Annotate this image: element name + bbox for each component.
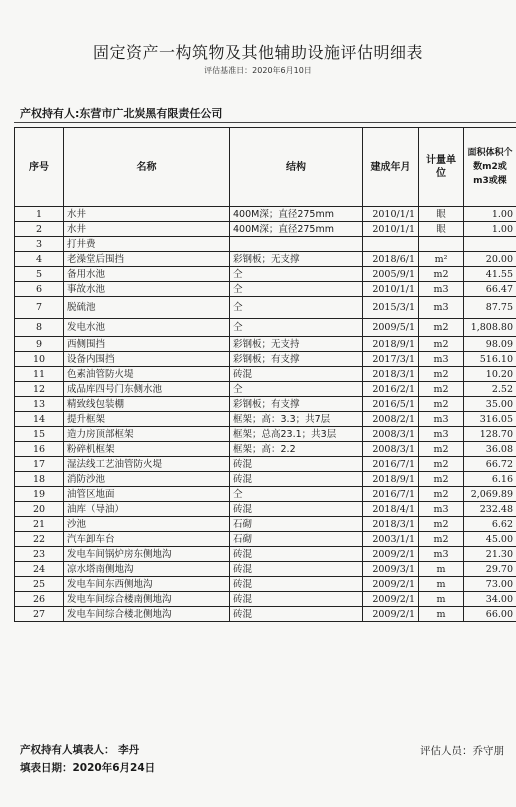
row-no: 15 [15,427,64,442]
row-no: 14 [15,412,64,427]
row-no: 26 [15,592,64,607]
table-header-row [15,128,516,207]
row-area: 2,069.89 [464,487,516,502]
table-row [15,252,516,267]
row-no: 23 [15,547,64,562]
row-structure: 石砌 [230,517,363,532]
row-name: 打井费 [64,237,230,252]
row-no: 10 [15,352,64,367]
row-name: 发电车间综合楼南侧地沟 [64,592,230,607]
row-structure: 仝 [230,297,363,319]
row-area: 232.48 [464,502,516,517]
asset-table [14,127,516,622]
col-header-area: 面积体积个数m2或m3或棵 [464,128,516,207]
row-no: 18 [15,472,64,487]
row-no: 17 [15,457,64,472]
row-no: 19 [15,487,64,502]
row-structure: 彩钢板；无支持 [230,337,363,352]
row-no: 22 [15,532,64,547]
row-unit: m [419,577,464,592]
table-row [15,412,516,427]
table-row [15,319,516,337]
row-area: 6.16 [464,472,516,487]
row-no: 5 [15,267,64,282]
table-row [15,457,516,472]
base-date: 评估基准日：2020年6月10日 [204,66,312,75]
row-structure: 砖混 [230,457,363,472]
row-structure: 仝 [230,487,363,502]
row-unit: m2 [419,517,464,532]
row-area: 45.00 [464,532,516,547]
filler-label: 产权持有人填表人： 李丹 [20,744,140,756]
row-unit: m3 [419,412,464,427]
row-structure: 400M深；直径275mm [230,222,363,237]
col-header-no: 序号 [15,128,64,207]
row-structure: 框架；总高23.1；共3层 [230,427,363,442]
row-unit: m² [419,252,464,267]
row-unit [419,237,464,252]
table-row [15,237,516,252]
row-no: 27 [15,607,64,622]
row-area: 2.52 [464,382,516,397]
fill-date: 填表日期：2020年6月24日 [20,762,156,774]
row-name: 事故水池 [64,282,230,297]
row-no: 11 [15,367,64,382]
row-area: 1,808.80 [464,319,516,337]
row-built: 2016/5/1 [363,397,419,412]
row-structure: 仝 [230,319,363,337]
row-no: 3 [15,237,64,252]
col-header-unit: 计量单位 [419,128,464,207]
row-structure: 彩钢板；有支撑 [230,352,363,367]
row-built: 2009/5/1 [363,319,419,337]
table-row [15,607,516,622]
row-built: 2018/6/1 [363,252,419,267]
row-name: 粉碎机框架 [64,442,230,457]
row-structure: 石砌 [230,532,363,547]
row-unit: m3 [419,427,464,442]
appraiser-label: 评估人员：乔守朋 [420,745,504,757]
divider [14,122,516,123]
row-built: 2018/9/1 [363,337,419,352]
row-structure: 仝 [230,282,363,297]
row-no: 24 [15,562,64,577]
row-no: 7 [15,297,64,319]
owner-label: 产权持有人:东营市广北炭黑有限责任公司 [20,107,223,120]
row-name: 油库（导油） [64,502,230,517]
row-structure: 框架；高：2.2 [230,442,363,457]
row-name: 造力房顶部框架 [64,427,230,442]
row-area: 35.00 [464,397,516,412]
row-built: 2009/3/1 [363,562,419,577]
table-row [15,367,516,382]
row-built: 2016/7/1 [363,487,419,502]
table-row [15,442,516,457]
row-structure: 砖混 [230,562,363,577]
row-no: 4 [15,252,64,267]
table-row [15,547,516,562]
row-built: 2003/1/1 [363,532,419,547]
row-built: 2008/2/1 [363,412,419,427]
row-built: 2010/1/1 [363,282,419,297]
table-row [15,297,516,319]
row-unit: m2 [419,267,464,282]
row-structure: 砖混 [230,592,363,607]
row-built: 2008/3/1 [363,427,419,442]
row-structure: 仝 [230,267,363,282]
table-row [15,427,516,442]
row-structure: 砖混 [230,502,363,517]
row-area: 1.00 [464,222,516,237]
row-name: 设备内围挡 [64,352,230,367]
row-name: 成品库四号门东侧水池 [64,382,230,397]
row-name: 西侧围挡 [64,337,230,352]
row-structure: 砖混 [230,547,363,562]
row-unit: m2 [419,367,464,382]
row-built: 2018/4/1 [363,502,419,517]
row-name: 湿法线工艺油管防火堤 [64,457,230,472]
row-area: 316.05 [464,412,516,427]
row-name: 凉水塔南侧地沟 [64,562,230,577]
row-area: 66.00 [464,607,516,622]
row-built: 2017/3/1 [363,352,419,367]
row-structure [230,237,363,252]
row-name: 发电水池 [64,319,230,337]
table-row [15,397,516,412]
row-area: 98.09 [464,337,516,352]
row-structure: 400M深；直径275mm [230,207,363,222]
row-name: 油管区地面 [64,487,230,502]
row-area: 21.30 [464,547,516,562]
row-area: 66.72 [464,457,516,472]
row-built: 2018/3/1 [363,517,419,532]
table-row [15,267,516,282]
row-unit: m2 [419,397,464,412]
col-header-structure: 结构 [230,128,363,207]
row-built: 2010/1/1 [363,222,419,237]
table-row [15,472,516,487]
row-unit: m [419,607,464,622]
row-unit: m3 [419,282,464,297]
row-built: 2018/3/1 [363,367,419,382]
row-built: 2015/3/1 [363,297,419,319]
page-title: 固定资产一构筑物及其他辅助设施评估明细表 [92,43,423,62]
row-unit: m2 [419,487,464,502]
row-unit: m [419,592,464,607]
row-name: 发电车间综合楼北侧地沟 [64,607,230,622]
row-unit: m3 [419,297,464,319]
row-area [464,237,516,252]
row-unit: m2 [419,337,464,352]
table-body [15,207,516,622]
row-no: 16 [15,442,64,457]
row-unit: 眼 [419,222,464,237]
row-structure: 砖混 [230,472,363,487]
row-built: 2005/9/1 [363,267,419,282]
row-name: 色素油管防火堤 [64,367,230,382]
row-built: 2016/7/1 [363,457,419,472]
row-no: 21 [15,517,64,532]
row-structure: 框架；高：3.3；共7层 [230,412,363,427]
row-no: 2 [15,222,64,237]
table-row [15,532,516,547]
row-unit: m2 [419,457,464,472]
row-name: 脱硫池 [64,297,230,319]
row-area: 66.47 [464,282,516,297]
table-row [15,282,516,297]
table-row [15,562,516,577]
table-row [15,502,516,517]
row-built: 2009/2/1 [363,607,419,622]
row-area: 20.00 [464,252,516,267]
row-built [363,237,419,252]
row-no: 8 [15,319,64,337]
table-row [15,382,516,397]
row-built: 2016/2/1 [363,382,419,397]
row-no: 12 [15,382,64,397]
col-header-built: 建成年月 [363,128,419,207]
row-no: 25 [15,577,64,592]
row-name: 发电车间东西侧地沟 [64,577,230,592]
row-unit: m3 [419,547,464,562]
row-no: 13 [15,397,64,412]
table-row [15,517,516,532]
row-area: 73.00 [464,577,516,592]
row-name: 消防沙池 [64,472,230,487]
row-area: 34.00 [464,592,516,607]
table-row [15,337,516,352]
row-area: 516.10 [464,352,516,367]
row-area: 1.00 [464,207,516,222]
row-structure: 砖混 [230,577,363,592]
row-name: 汽车卸车台 [64,532,230,547]
row-unit: m2 [419,382,464,397]
row-no: 1 [15,207,64,222]
row-unit: m [419,562,464,577]
row-no: 20 [15,502,64,517]
row-structure: 仝 [230,382,363,397]
row-name: 水井 [64,207,230,222]
row-unit: 眼 [419,207,464,222]
row-no: 9 [15,337,64,352]
row-area: 36.08 [464,442,516,457]
row-area: 41.55 [464,267,516,282]
row-area: 128.70 [464,427,516,442]
row-structure: 砖混 [230,367,363,382]
row-unit: m2 [419,532,464,547]
row-area: 6.62 [464,517,516,532]
table-row [15,207,516,222]
row-built: 2008/3/1 [363,442,419,457]
col-header-name: 名称 [64,128,230,207]
row-unit: m2 [419,472,464,487]
row-built: 2018/9/1 [363,472,419,487]
row-structure: 彩钢板；有支撑 [230,397,363,412]
row-name: 精致线包装棚 [64,397,230,412]
row-area: 29.70 [464,562,516,577]
row-area: 10.20 [464,367,516,382]
row-name: 发电车间锅炉房东侧地沟 [64,547,230,562]
table-row [15,577,516,592]
row-built: 2010/1/1 [363,207,419,222]
row-built: 2009/2/1 [363,547,419,562]
row-unit: m3 [419,352,464,367]
table-row [15,487,516,502]
row-name: 备用水池 [64,267,230,282]
row-area: 87.75 [464,297,516,319]
table-row [15,222,516,237]
row-structure: 彩钢板；无支撑 [230,252,363,267]
row-name: 沙池 [64,517,230,532]
table-row [15,352,516,367]
row-name: 老澡堂后围挡 [64,252,230,267]
row-unit: m2 [419,442,464,457]
row-name: 水井 [64,222,230,237]
row-built: 2009/2/1 [363,577,419,592]
row-built: 2009/2/1 [363,592,419,607]
row-unit: m2 [419,319,464,337]
row-structure: 砖混 [230,607,363,622]
table-row [15,592,516,607]
row-unit: m3 [419,502,464,517]
row-name: 提升框架 [64,412,230,427]
row-no: 6 [15,282,64,297]
